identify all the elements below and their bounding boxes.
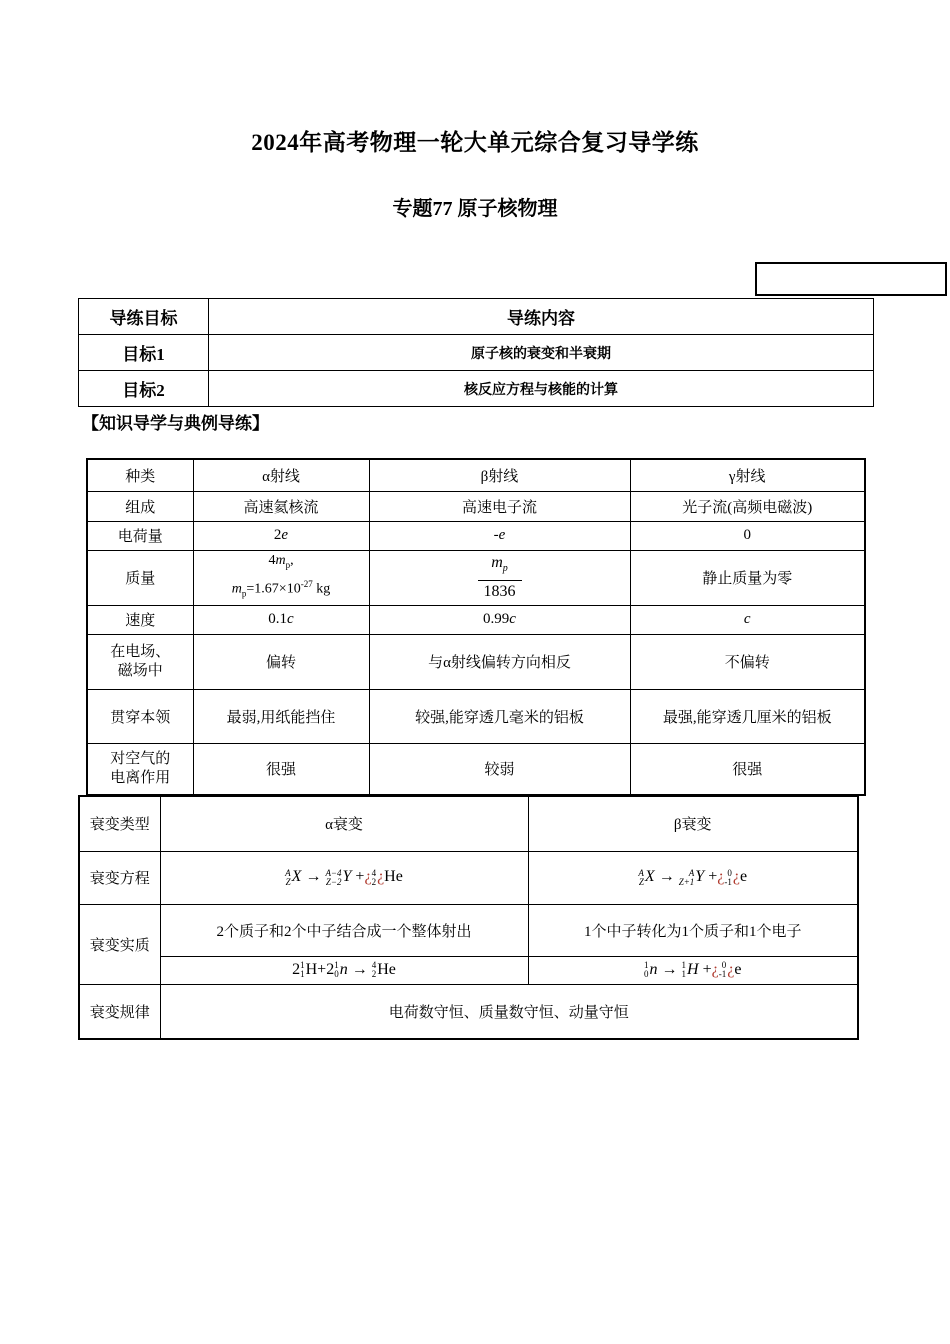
gamma-cell: 0 [630, 521, 865, 550]
alpha-cell: 0.1c [193, 605, 369, 634]
beta-cell: 0.99c [369, 605, 630, 634]
alpha-cell: 很强 [193, 743, 369, 795]
beta-cell [369, 550, 630, 605]
rays-header-row [87, 459, 865, 491]
alpha-decay-cell: α衰变 [160, 796, 528, 851]
gamma-cell: 最强,能穿透几厘米的铝板 [630, 689, 865, 743]
rays-table [86, 458, 866, 796]
gamma-cell: 不偏转 [630, 634, 865, 689]
row-label: 对空气的 电离作用 [87, 743, 193, 795]
alpha-decay-equation: A Z X → A−4 Z−2 Y +¿ 4 2 ¿He [160, 851, 528, 904]
beta-cell [369, 521, 630, 550]
rays-header-kind: 种类 [87, 459, 193, 491]
rays-row-speed [87, 605, 865, 634]
rays-row-mass [87, 550, 865, 605]
alpha-cell: 高速氦核流 [193, 491, 369, 521]
beta-decay-cell: β衰变 [528, 796, 858, 851]
row-label: 衰变规律 [79, 984, 160, 1039]
alpha-cell [193, 521, 369, 550]
rays-header-gamma: γ射线 [630, 459, 865, 491]
section-heading: 【知识导学与典例导练】 [82, 414, 269, 433]
decay-row-equation [79, 851, 858, 904]
row-label: 组成 [87, 491, 193, 521]
decay-row-essence-equation [79, 956, 858, 984]
decay-row-law [79, 984, 858, 1039]
beta-charge-symbol: e [498, 527, 506, 543]
rays-row-composition [87, 491, 865, 521]
goals-header-row [79, 299, 874, 335]
goals-row [79, 371, 874, 407]
gamma-cell: c [630, 605, 865, 634]
beta-mass-fraction: $\frac{m_p}{1836}$ [478, 554, 522, 601]
beta-essence-equation: 1 0 n → 1 1 H +¿ 0 -1 ¿e [528, 956, 858, 984]
alpha-cell: 最弱,用纸能挡住 [193, 689, 369, 743]
row-label: 贯穿本领 [87, 689, 193, 743]
alpha-charge-symbol: e [281, 527, 289, 543]
alpha-charge-coef: 2 [273, 527, 282, 543]
alpha-essence-text: 2个质子和2个中子结合成一个整体射出 [160, 904, 528, 956]
rays-header-alpha: α射线 [193, 459, 369, 491]
rays-row-penetration [87, 689, 865, 743]
gamma-cell: 光子流(高频电磁波) [630, 491, 865, 521]
goals-row [79, 335, 874, 371]
alpha-cell [193, 550, 369, 605]
beta-charge-sign: - [493, 527, 499, 543]
row-label: 质量 [87, 550, 193, 605]
beta-cell: 高速电子流 [369, 491, 630, 521]
row-label: 速度 [87, 605, 193, 634]
beta-cell: 较弱 [369, 743, 630, 795]
goal-label: 目标1 [79, 335, 209, 371]
row-label: 衰变类型 [79, 796, 160, 851]
gamma-cell: 静止质量为零 [630, 550, 865, 605]
rays-row-ionization [87, 743, 865, 795]
goals-header-target: 导练目标 [79, 299, 209, 335]
row-label: 电荷量 [87, 521, 193, 550]
goals-table [78, 298, 874, 407]
score-box [755, 262, 947, 296]
gamma-cell: 很强 [630, 743, 865, 795]
row-label: 衰变方程 [79, 851, 160, 904]
alpha-cell: 偏转 [193, 634, 369, 689]
beta-cell: 较强,能穿透几毫米的铝板 [369, 689, 630, 743]
beta-essence-text: 1个中子转化为1个质子和1个电子 [528, 904, 858, 956]
beta-cell: 与α射线偏转方向相反 [369, 634, 630, 689]
rays-header-beta: β射线 [369, 459, 630, 491]
beta-decay-equation: A Z X → A Z+1 Y +¿ 0 -1 ¿e [528, 851, 858, 904]
decay-row-essence [79, 904, 858, 956]
decay-row-type [79, 796, 858, 851]
rays-row-charge [87, 521, 865, 550]
fraction-bar [478, 580, 522, 581]
decay-law-text: 电荷数守恒、质量数守恒、动量守恒 [160, 984, 858, 1039]
alpha-mass-line-2: $m_p=1.67\times 10^{-27}$ kg [231, 579, 331, 599]
alpha-mass-line-1: $4m_p$, [268, 553, 294, 571]
rays-row-field [87, 634, 865, 689]
goals-header-content: 导练内容 [209, 299, 874, 335]
document-subtitle: 专题77 原子核物理 [392, 198, 558, 220]
goal-label: 目标2 [79, 371, 209, 407]
row-label: 衰变实质 [79, 904, 160, 984]
row-label: 在电场、 磁场中 [87, 634, 193, 689]
document-title: 2024年高考物理一轮大单元综合复习导学练 [251, 130, 699, 155]
goal-content: 原子核的衰变和半衰期 [209, 335, 874, 371]
decay-table [78, 795, 859, 1040]
goal-content: 核反应方程与核能的计算 [209, 371, 874, 407]
alpha-essence-equation: 2 1 1 H+2 1 0 n → 4 2 He [160, 956, 528, 984]
